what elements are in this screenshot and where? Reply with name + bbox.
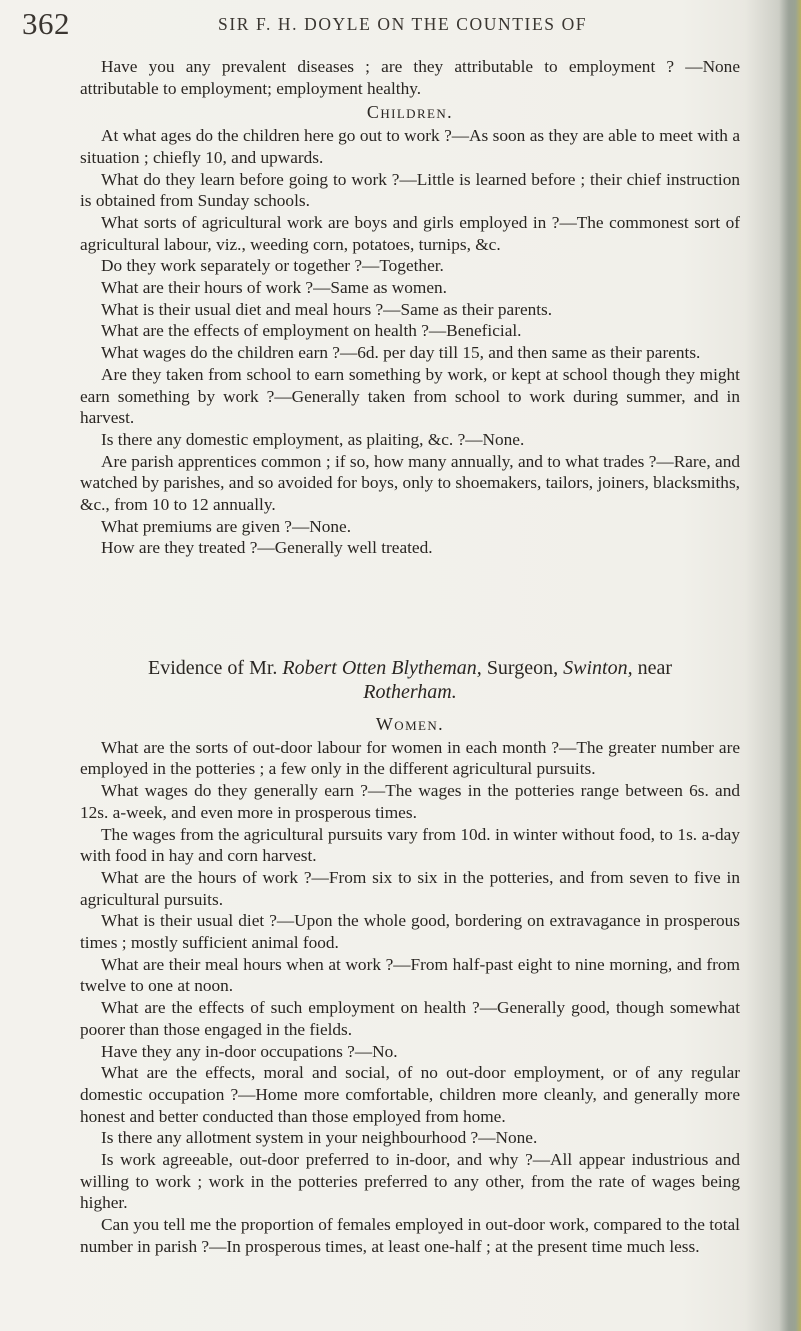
evidence-heading-suffix: near <box>637 657 672 679</box>
paragraph: Have they any in-door occupations ?—No. <box>101 1041 398 1061</box>
paragraph: Are they taken from school to earn something by work, or kept at school though they might earn something by work ?—Generally taken from school to work during summer, and in harvest. <box>80 364 740 428</box>
paragraph: Do they work separately or together ?—Together. <box>101 256 444 276</box>
children-section <box>80 56 740 559</box>
witness-place-2: Rotherham. <box>363 681 457 703</box>
paragraph: What are the effects of such employment on health ?—Generally good, though somewhat poorer than those engaged in the fields. <box>80 998 740 1039</box>
section-heading-children: Children. <box>366 102 454 123</box>
paragraph: What is their usual diet and meal hours ?—Same as their parents. <box>101 299 553 319</box>
paragraph: What are the hours of work ?—From six to six in the potteries, and from seven to five in agricultural pursuits. <box>80 867 740 909</box>
running-head <box>22 6 762 46</box>
paragraph: What do they learn before going to work ?—Little is learned before ; their chief instruction is obtained from Sunday schools. <box>80 169 740 211</box>
paragraph: What wages do the children earn ?—6d. per day till 15, and then same as their parents. <box>101 343 701 363</box>
paragraph: What are their hours of work ?—Same as women. <box>101 278 447 298</box>
paragraph: Can you tell me the proportion of females employed in out-door work, compared to the total number in parish ?—In prosperous times, at least one-half ; at the present time much less. <box>80 1215 740 1256</box>
paragraph: Have you any prevalent diseases ; are they attributable to employment ? —None attributable to employment; employment healthy. <box>80 57 740 98</box>
paragraph: How are they treated ?—Generally well treated. <box>101 538 433 558</box>
section-heading-women: Women. <box>375 714 445 734</box>
page-binding-edge <box>779 0 801 1331</box>
paragraph: What is their usual diet ?—Upon the whole good, bordering on extravagance in prosperous times ; mostly sufficient animal food. <box>80 911 740 953</box>
witness-occupation: Surgeon, <box>486 657 559 679</box>
evidence-heading-prefix: Evidence of Mr. <box>148 657 278 679</box>
witness-place: Swinton, <box>563 657 633 679</box>
running-head-title: SIR F. H. DOYLE ON THE COUNTIES OF <box>218 14 588 34</box>
paragraph: The wages from the agricultural pursuits vary from 10d. in winter without food, to 1s. a-day with food in hay and corn harvest. <box>80 824 740 866</box>
paragraph: Are parish apprentices common ; if so, how many annually, and to what trades ?—Rare, and watched by parishes, and so avoided for boys, only to shoemakers, tailors, joiners, blacksmiths, &c., from 10 to 12 annually. <box>80 451 740 515</box>
paragraph: What are the sorts of out-door labour for women in each month ?—The greater number are employed in the potteries ; a few only in the different agricultural pursuits. <box>80 737 740 779</box>
page-number: 362 <box>22 6 70 41</box>
paragraph: What are the effects of employment on health ?—Beneficial. <box>101 321 522 341</box>
paragraph: At what ages do the children here go out to work ?—As soon as they are able to meet with a situation ; chiefly 10, and upwards. <box>80 126 740 167</box>
paragraph: Is work agreeable, out-door preferred to in-door, and why ?—All appear industrious and willing to work ; work in the potteries preferred to any other, from the rate of wages being higher. <box>80 1150 740 1213</box>
paragraph: Is there any allotment system in your neighbourhood ?—None. <box>101 1128 538 1148</box>
paragraph: What are the effects, moral and social, of no out-door employment, or of any regular domestic occupation ?—Home more comfortable, children more cleanly, and generally more honest and better conducted than those employed from home. <box>80 1063 740 1126</box>
paragraph: What wages do they generally earn ?—The wages in the potteries range between 6s. and 12s. a-week, and even more in prosperous times. <box>80 781 740 822</box>
paragraph: Is there any domestic employment, as plaiting, &c. ?—None. <box>101 429 525 449</box>
evidence-heading <box>80 656 740 704</box>
paragraph: What premiums are given ?—None. <box>101 516 352 536</box>
evidence-section <box>80 656 740 1258</box>
witness-name: Robert Otten Blytheman, <box>282 657 482 679</box>
paragraph: What are their meal hours when at work ?—From half-past eight to nine morning, and from twelve to one at noon. <box>80 954 740 996</box>
paragraph: What sorts of agricultural work are boys and girls employed in ?—The commonest sort of agricultural labour, viz., weeding corn, potatoes, turnips, &c. <box>80 212 740 254</box>
